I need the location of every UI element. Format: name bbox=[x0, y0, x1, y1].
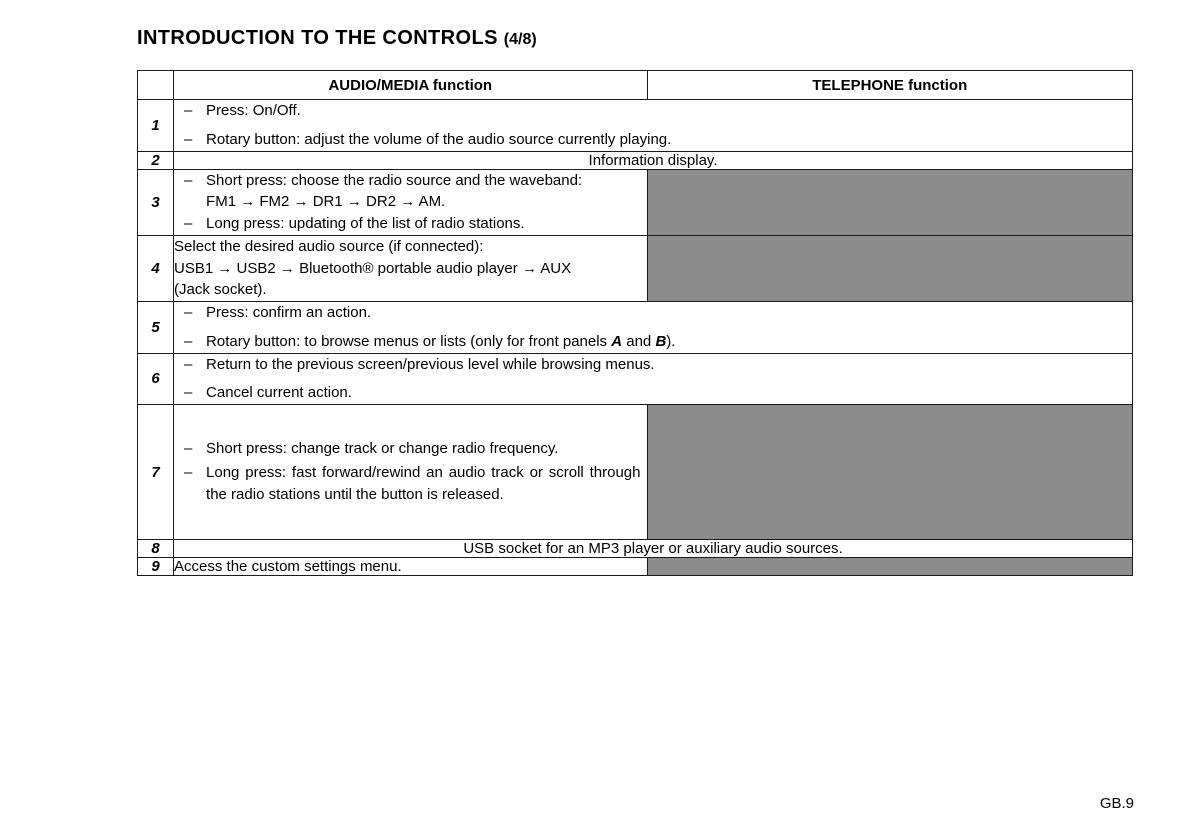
row-content-telephone-empty bbox=[647, 558, 1133, 576]
list-item bbox=[182, 302, 1126, 324]
dash-marker: – bbox=[184, 215, 193, 232]
table-row bbox=[138, 353, 1133, 405]
dash-list bbox=[174, 438, 646, 505]
dash-marker: – bbox=[184, 102, 193, 119]
list-item-text: Return to the previous screen/previous level while browsing menus. bbox=[206, 355, 655, 373]
list-item bbox=[182, 382, 1126, 404]
list-item-text: Press: confirm an action. bbox=[206, 304, 372, 321]
list-item bbox=[182, 129, 1126, 151]
row-number: 8 bbox=[138, 540, 174, 558]
dash-marker: – bbox=[184, 464, 193, 482]
list-item bbox=[182, 354, 1126, 376]
page-title-main: INTRODUCTION TO THE CONTROLS bbox=[137, 27, 498, 49]
dash-marker: – bbox=[184, 304, 193, 321]
page-title bbox=[137, 27, 537, 50]
dash-marker: – bbox=[184, 130, 193, 148]
row-content-telephone-empty bbox=[647, 405, 1133, 540]
list-item bbox=[182, 438, 640, 460]
table-row bbox=[138, 302, 1133, 354]
dash-marker: – bbox=[184, 384, 193, 402]
list-item-text: Rotary button: adjust the volume of the audio source currently playing. bbox=[206, 130, 672, 148]
panel-b-label: B bbox=[655, 332, 667, 350]
text-line: USB1 → USB2 → Bluetooth® portable audio player → AUX bbox=[174, 259, 572, 277]
row-number: 1 bbox=[138, 100, 174, 152]
list-item-text: Short press: choose the radio source and the waveband: bbox=[206, 171, 583, 189]
list-item-text: Long press: updating of the list of radio stations. bbox=[206, 215, 525, 232]
row-content-audio bbox=[174, 169, 647, 235]
row-content-telephone-empty bbox=[647, 235, 1133, 301]
dash-list bbox=[174, 100, 1132, 151]
row-number: 4 bbox=[138, 235, 174, 301]
table-row bbox=[138, 169, 1133, 235]
row-content-audio: Access the custom settings menu. bbox=[174, 558, 647, 576]
table-row bbox=[138, 151, 1133, 169]
row-content-telephone-empty bbox=[647, 169, 1133, 235]
row-content-audio bbox=[174, 100, 1133, 152]
list-item-text: Cancel current action. bbox=[206, 384, 352, 402]
list-item-text-suffix: ). bbox=[666, 332, 676, 350]
dash-list bbox=[174, 170, 646, 235]
table-row bbox=[138, 405, 1133, 540]
list-item-text: Rotary button: to browse menus or lists (only for front panels bbox=[206, 332, 612, 350]
row-content-audio bbox=[174, 353, 1133, 405]
list-item bbox=[182, 331, 1126, 353]
dash-marker: – bbox=[184, 332, 193, 350]
row-number: 9 bbox=[138, 558, 174, 576]
text-line: (Jack socket). bbox=[174, 281, 267, 299]
row-number: 5 bbox=[138, 302, 174, 354]
row-content-audio bbox=[174, 235, 647, 301]
page-footer: GB.9 bbox=[1099, 795, 1134, 812]
table-header-row bbox=[138, 71, 1133, 100]
page-title-sub: (4/8) bbox=[503, 31, 537, 48]
row-number: 3 bbox=[138, 169, 174, 235]
list-item bbox=[182, 170, 640, 214]
header-telephone: TELEPHONE function bbox=[647, 71, 1133, 100]
table-row bbox=[138, 100, 1133, 152]
panel-a-label: A bbox=[611, 332, 623, 350]
list-item-text: Short press: change track or change radio frequency. bbox=[206, 440, 559, 458]
row-number: 6 bbox=[138, 353, 174, 405]
row-content-audio bbox=[174, 405, 647, 540]
row-content-audio: USB socket for an MP3 player or auxiliary audio sources. bbox=[174, 540, 1133, 558]
list-item-text-cont: FM1 → FM2 → DR1 → DR2 → AM. bbox=[206, 193, 446, 211]
dash-list bbox=[174, 302, 1132, 353]
header-number bbox=[138, 71, 174, 100]
dash-list bbox=[174, 354, 1132, 405]
row-number: 2 bbox=[138, 151, 174, 169]
dash-marker: – bbox=[184, 171, 193, 189]
table-row bbox=[138, 235, 1133, 301]
row-content-audio bbox=[174, 302, 1133, 354]
list-item-text-mid: and bbox=[622, 332, 656, 350]
table-row bbox=[138, 540, 1133, 558]
list-item bbox=[182, 100, 1126, 122]
controls-table bbox=[137, 70, 1133, 576]
list-item-text: Long press: fast forward/rewind an audio track or scroll through the radio stations until the button is released. bbox=[206, 464, 641, 503]
dash-marker: – bbox=[184, 355, 193, 373]
list-item-text: Press: On/Off. bbox=[206, 102, 301, 119]
header-audio-media: AUDIO/MEDIA function bbox=[174, 71, 647, 100]
row-number: 7 bbox=[138, 405, 174, 540]
table-row bbox=[138, 558, 1133, 576]
list-item bbox=[182, 462, 640, 506]
list-item bbox=[182, 213, 640, 235]
text-line: Select the desired audio source (if connected): bbox=[174, 237, 484, 255]
dash-marker: – bbox=[184, 440, 193, 458]
row-content-audio: Information display. bbox=[174, 151, 1133, 169]
